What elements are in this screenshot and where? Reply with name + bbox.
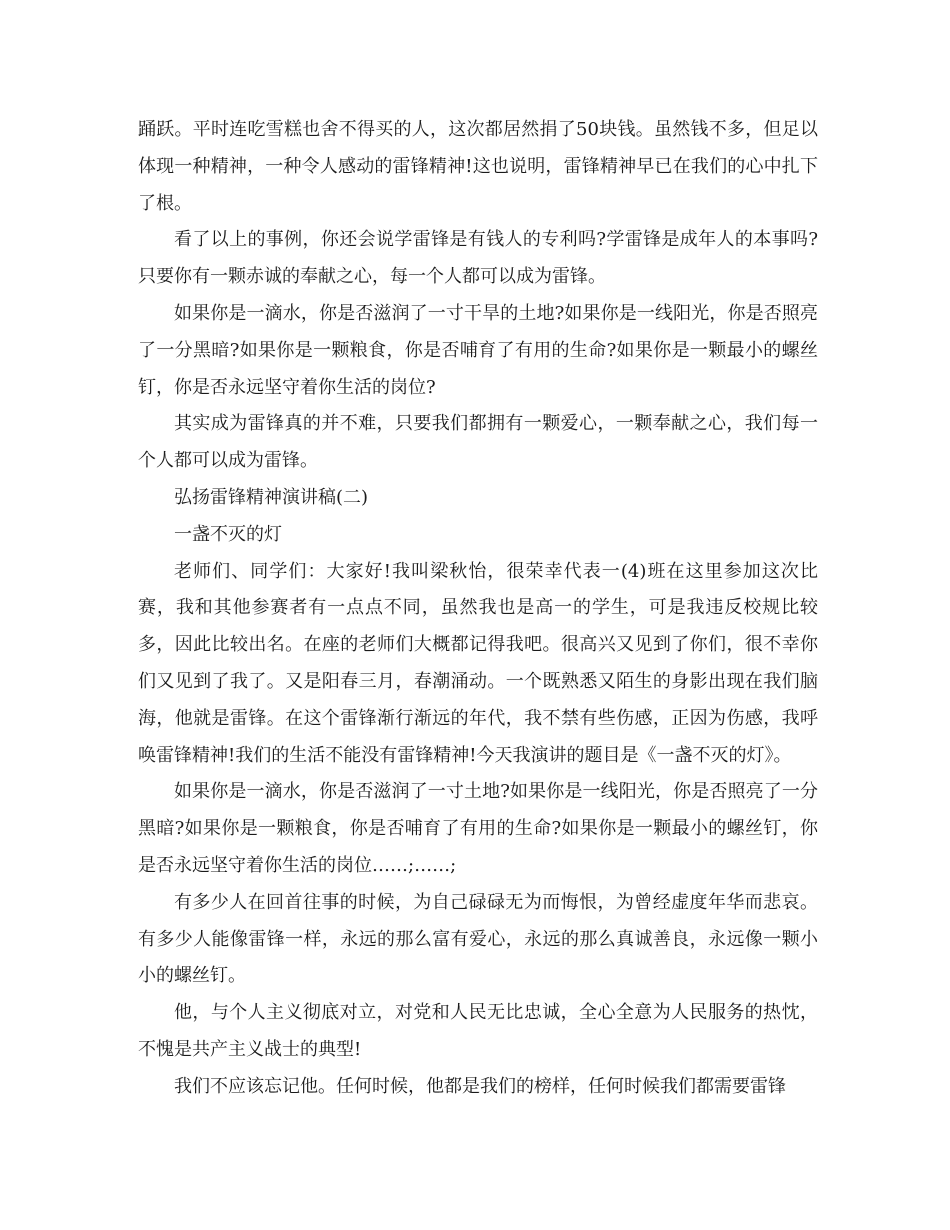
paragraph: 老师们、同学们：大家好!我叫梁秋怡，很荣幸代表一(4)班在这里参加这次比赛，我和其他参赛者有一点点不同，虽然我也是高一的学生，可是我违反校规比较多，因此比较出名。在座的老师们大概都记得我吧。很高兴又见到了你们，很不幸你们又见到了我了。又是阳春三月，春潮涌动。一个既熟悉又陌生的身影出现在我们脑海，他就是雷锋。在这个雷锋渐行渐远的年代，我不禁有些伤感，正因为伤感，我呼唤雷锋精神!我们的生活不能没有雷锋精神!今天我演讲的题目是《一盏不灭的灯》。 <box>138 560 818 766</box>
paragraph: 有多少人在回首往事的时候，为自己碌碌无为而悔恨，为曾经虚度年华而悲哀。有多少人能像雷锋一样，永远的那么富有爱心，永远的那么真诚善良，永远像一颗小小的螺丝钉。 <box>138 891 818 987</box>
speech-title: 一盏不灭的灯 <box>174 523 282 545</box>
paragraph: 我们不应该忘记他。任何时候，他都是我们的榜样，任何时候我们都需要雷锋 <box>174 1075 786 1097</box>
paragraph: 他，与个人主义彻底对立，对党和人民无比忠诚，全心全意为人民服务的热忱，不愧是共产主义战士的典型! <box>138 1002 818 1060</box>
paragraph: 如果你是一滴水，你是否滋润了一寸干旱的土地?如果你是一线阳光，你是否照亮了一分黑暗?如果你是一颗粮食，你是否哺育了有用的生命?如果你是一颗最小的螺丝钉，你是否永远坚守着你生活的岗位? <box>138 302 818 398</box>
paragraph: 踊跃。平时连吃雪糕也舍不得买的人，这次都居然捐了50块钱。虽然钱不多，但足以体现一种精神，一种令人感动的雷锋精神!这也说明，雷锋精神早已在我们的心中扎下了根。 <box>138 119 818 214</box>
paragraph: 其实成为雷锋真的并不难，只要我们都拥有一颗爱心，一颗奉献之心，我们每一个人都可以成为雷锋。 <box>138 413 818 472</box>
paragraph: 如果你是一滴水，你是否滋润了一寸土地?如果你是一线阳光，你是否照亮了一分黑暗?如果你是一颗粮食，你是否哺育了有用的生命?如果你是一颗最小的螺丝钉，你是否永远坚守着你生活的岗位……;……; <box>138 781 818 876</box>
document-body <box>138 112 818 1106</box>
paragraph: 看了以上的事例，你还会说学雷锋是有钱人的专利吗?学雷锋是成年人的本事吗?只要你有一颗赤诚的奉献之心，每一个人都可以成为雷锋。 <box>138 229 818 288</box>
section-title: 弘扬雷锋精神演讲稿(二) <box>174 486 369 508</box>
